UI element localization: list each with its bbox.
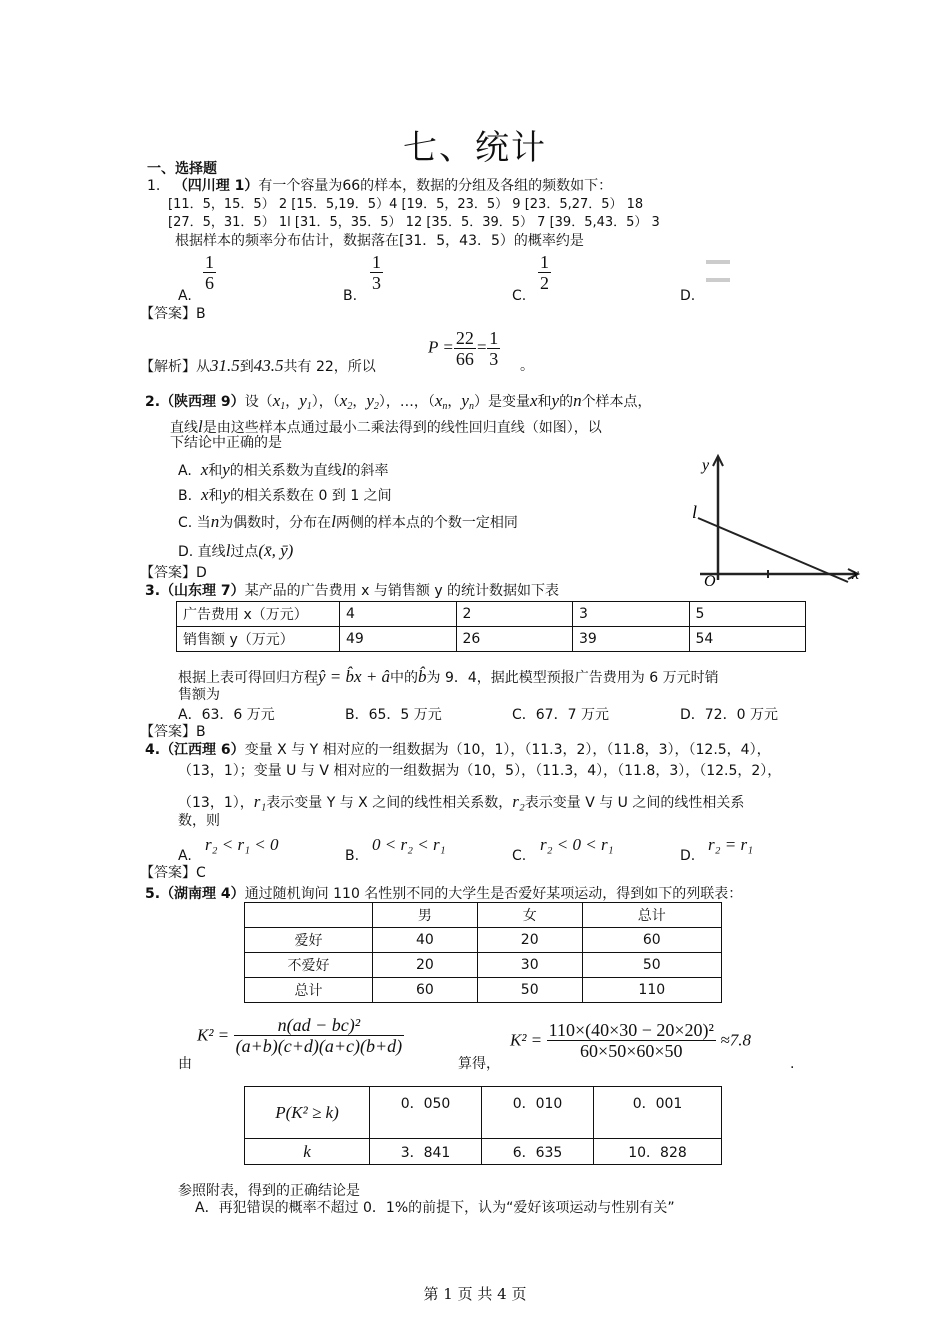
q5-k2-calc: K² = $\frac{\text{110×(40×30 − 20×20)²}}{60\times 50\times 60\times 50}$ ≈7.8 <box>510 1020 751 1061</box>
q5-stem: 5.（湖南理 4）通过随机询问 110 名性别不同的大学生是否爱好某项运动，得到如下的列联表： <box>145 886 743 902</box>
graph-l-label: l <box>692 502 698 522</box>
graph-origin-label: O <box>704 573 716 590</box>
table-row: 广告费用 x（万元） 4 2 3 5 <box>177 602 806 627</box>
q4-answer: 【答案】C <box>140 865 206 881</box>
q3-line2: 售额为 <box>178 687 220 703</box>
page-title: 七、统计 <box>403 128 547 168</box>
q4-option-c: C. <box>512 848 527 864</box>
q1-option-a: A. <box>178 288 192 304</box>
page-footer: 第 1 页 共 4 页 <box>423 1285 527 1303</box>
q1-frac-b: $\frac{1}{3}$ <box>372 252 381 293</box>
q2-option-a: A. x和y的相关系数为直线l的斜率 <box>178 460 389 479</box>
q3-data-table <box>176 601 806 652</box>
q1-option-d: D. <box>680 288 696 304</box>
q2-option-b: B. x和y的相关系数在 0 到 1 之间 <box>178 485 392 504</box>
q4-expr-c: r₂ < 0 < r₁ <box>540 835 614 854</box>
q5-probability-table <box>244 1086 722 1165</box>
q2-line1: 2.（陕西理 9）设（x1，y1），（x2，y2），…，（xn，yn）是变量x和y的n个样本点， <box>145 391 652 412</box>
table-row: 销售额 y（万元） 49 26 39 54 <box>177 627 806 652</box>
q1-end: 。 <box>520 358 534 374</box>
graph-x-label: x <box>852 566 860 583</box>
table-row: 不爱好 20 30 50 <box>245 953 722 978</box>
q2-line2: 直线l是由这些样本点通过最小二乘法得到的线性回归直线（如图），以 <box>170 417 602 436</box>
q3-option-a: A．63．6 万元 <box>178 707 275 723</box>
q4-option-b: B. <box>345 848 360 864</box>
q3-option-c: C．67．7 万元 <box>512 707 609 723</box>
q1-option-d-faint-image <box>706 258 730 288</box>
graph-y-label: y <box>702 457 710 474</box>
q5-k2-formula: K² = $\frac{\text{n(ad − bc)²}}{(a+b)(c+d)(a+c)(b+d)}$ <box>197 1015 403 1056</box>
q2-option-c: C. 当n为偶数时，分布在l两侧的样本点的个数一定相同 <box>178 512 518 531</box>
table-row: 爱好 40 20 60 <box>245 928 722 953</box>
q1-answer: 【答案】B <box>140 306 206 322</box>
table-row: P(K² ≥ k) 0．050 0．010 0．001 <box>245 1087 722 1139</box>
q3-line1: 根据上表可得回归方程ŷ = b̂x + â中的b̂为 9．4，据此模型预报广告费用为 6 万元时销 <box>178 667 719 686</box>
q1-option-b: B. <box>343 288 358 304</box>
q1-line3: 根据样本的频率分布估计，数据落在[31．5，43．5）的概率约是 <box>175 233 584 249</box>
q5-suande: 算得， <box>458 1056 500 1072</box>
q3-stem: 3.（山东理 7）某产品的广告费用 x 与销售额 y 的统计数据如下表 <box>145 583 560 599</box>
q1-line1: 1. （四川理 1）有一个容量为66的样本，数据的分组及各组的频数如下： <box>147 178 613 194</box>
q4-option-a: A. <box>178 848 192 864</box>
q1-row2: [27．5，31．5） 1l [31．5，35．5） 12 [35．5．39．5） 7 [39．5,43．5） 3 <box>168 215 660 230</box>
section-heading: 一、选择题 <box>147 161 217 177</box>
table-row: 总计 60 50 110 <box>245 978 722 1003</box>
q3-option-b: B．65．5 万元 <box>345 707 442 723</box>
q4-line3: （13，1），r₁表示变量 Y 与 X 之间的线性相关系数，r₂表示变量 V 与 U 之间的线性相关系 <box>178 792 745 811</box>
q2-answer: 【答案】D <box>140 565 207 581</box>
table-row: k 3．841 6．635 10．828 <box>245 1139 722 1165</box>
q5-dot: . <box>790 1056 795 1072</box>
q4-line4: 数，则 <box>178 813 220 829</box>
regression-graph <box>680 450 870 595</box>
q1-probability-formula: P = $\frac{22}{66}$ = $\frac{1}{3}$ <box>428 328 499 369</box>
q5-you: 由 <box>178 1056 192 1072</box>
q4-option-d: D. <box>680 848 696 864</box>
q1-option-c: C. <box>512 288 527 304</box>
q1-frac-c: $\frac{1}{2}$ <box>540 252 549 293</box>
q5-contingency-table <box>244 902 722 1003</box>
q3-option-d: D．72．0 万元 <box>680 707 778 723</box>
q3-answer: 【答案】B <box>140 724 206 740</box>
q1-frac-a: $\frac{1}{6}$ <box>205 252 214 293</box>
q2-option-d: D. 直线l过点(x̄, ȳ) <box>178 541 294 560</box>
q1-analysis: 【解析】从31.5到43.5共有 22，所以 <box>140 356 376 375</box>
q4-expr-d: r₂ = r₁ <box>708 835 754 854</box>
q4-expr-a: r₂ < r₁ < 0 <box>205 835 279 854</box>
q2-line3: 下结论中正确的是 <box>170 435 282 451</box>
q4-line2: （13，1）；变量 U 与 V 相对应的一组数据为（10，5），（11.3，4），（11.8，3），（12.5，2）， <box>178 763 782 779</box>
q4-line1: 4.（江西理 6）变量 X 与 Y 相对应的一组数据为（10，1），（11.3，2），（11.8，3），（12.5，4）， <box>145 742 771 758</box>
q1-row1: [11．5，15．5） 2 [15．5,19．5）4 [19．5，23．5） 9 [23．5,27．5） 18 <box>168 197 644 212</box>
q4-expr-b: 0 < r₂ < r₁ <box>372 835 446 854</box>
q5-option-a: A．再犯错误的概率不超过 0．1%的前提下，认为“爱好该项运动与性别有关” <box>195 1200 675 1216</box>
table-row: 男 女 总计 <box>245 903 722 928</box>
q5-ref: 参照附表，得到的正确结论是 <box>178 1183 360 1199</box>
